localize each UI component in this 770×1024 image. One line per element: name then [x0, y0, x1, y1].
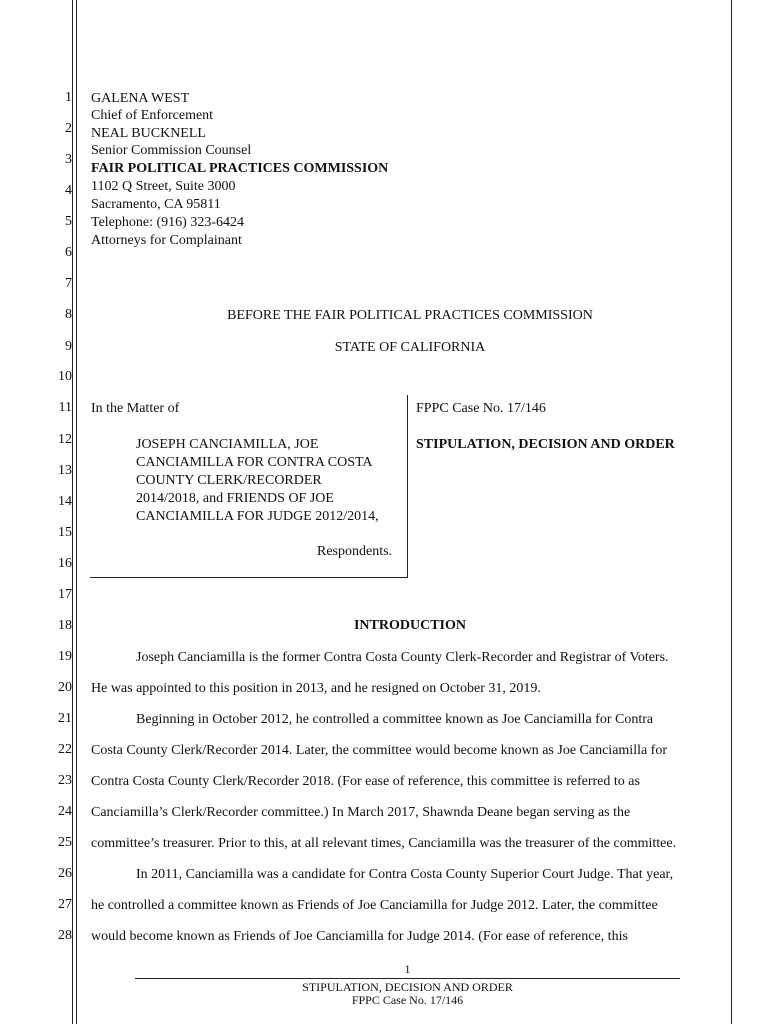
page-number: 1 [404, 962, 411, 976]
case-number: FPPC Case No. 17/146 [416, 401, 546, 416]
line-number: 7 [65, 276, 72, 291]
attorney-role: Attorneys for Complainant [91, 233, 242, 248]
caption-divider [407, 395, 408, 577]
body-line: Beginning in October 2012, he controlled a committee known as Joe Canciamilla for Contra [136, 712, 654, 727]
caption-bottom-rule [90, 577, 408, 578]
body-line: In 2011, Canciamilla was a candidate for Contra Costa County Superior Court Judge. That year, [136, 867, 674, 882]
line-number: 2 [65, 121, 72, 136]
attorney-title: Chief of Enforcement [91, 108, 214, 123]
line-number: 8 [65, 307, 72, 322]
commission-heading: BEFORE THE FAIR POLITICAL PRACTICES COMMISSION [227, 308, 593, 323]
line-number: 6 [65, 245, 72, 260]
attorney-title: Senior Commission Counsel [91, 143, 252, 158]
footer-title: STIPULATION, DECISION AND ORDER [302, 980, 513, 994]
line-number: 9 [65, 339, 72, 354]
line-number: 15 [58, 525, 72, 540]
line-number: 28 [58, 928, 72, 943]
line-number: 17 [58, 587, 72, 602]
line-number: 23 [58, 773, 72, 788]
left-margin-line-1 [72, 0, 73, 1024]
attorney-name: NEAL BUCKNELL [91, 126, 206, 141]
respondent-party-line: 2014/2018, and FRIENDS OF JOE [136, 491, 334, 506]
attorney-name: GALENA WEST [91, 91, 190, 106]
body-line: Joseph Canciamilla is the former Contra Costa County Clerk-Recorder and Registrar of Voters. [136, 650, 669, 665]
line-number: 12 [58, 432, 72, 447]
line-number: 11 [58, 400, 72, 415]
right-margin-line [731, 0, 732, 1024]
line-number: 1 [65, 90, 72, 105]
footer-rule [135, 978, 680, 979]
line-number: 13 [58, 463, 72, 478]
in-the-matter-of: In the Matter of [91, 401, 180, 416]
respondent-party-line: CANCIAMILLA FOR CONTRA COSTA [136, 455, 373, 470]
line-number: 18 [58, 618, 72, 633]
line-number: 27 [58, 897, 72, 912]
address-line: 1102 Q Street, Suite 3000 [91, 179, 236, 194]
line-number: 24 [58, 804, 72, 819]
state-heading: STATE OF CALIFORNIA [334, 340, 486, 355]
line-number: 16 [58, 556, 72, 571]
line-number: 19 [58, 649, 72, 664]
line-number: 26 [58, 866, 72, 881]
footer-case-number: FPPC Case No. 17/146 [351, 993, 464, 1007]
section-heading: INTRODUCTION [353, 618, 466, 633]
body-line: committee’s treasurer. Prior to this, at all relevant times, Canciamilla was the treasurer of the committee. [91, 836, 677, 851]
left-margin-line-2 [76, 0, 77, 1024]
line-number: 25 [58, 835, 72, 850]
line-number: 14 [58, 494, 72, 509]
body-line: would become known as Friends of Joe Canciamilla for Judge 2014. (For ease of reference, this [91, 929, 628, 944]
body-line: Costa County Clerk/Recorder 2014. Later, the committee would become known as Joe Canciamilla for [91, 743, 668, 758]
body-line: He was appointed to this position in 2013, and he resigned on October 31, 2019. [91, 681, 541, 696]
respondent-party-line: JOSEPH CANCIAMILLA, JOE [136, 437, 319, 452]
respondents-label: Respondents. [317, 544, 393, 559]
body-line: Canciamilla’s Clerk/Recorder committee.) In March 2017, Shawnda Deane began serving as the [91, 805, 631, 820]
body-line: he controlled a committee known as Friends of Joe Canciamilla for Judge 2012. Later, the committee [91, 898, 658, 913]
address-line: Sacramento, CA 95811 [91, 197, 221, 212]
line-number: 3 [65, 152, 72, 167]
respondent-party-line: COUNTY CLERK/RECORDER [136, 473, 322, 488]
line-number: 5 [65, 214, 72, 229]
line-number: 10 [58, 369, 72, 384]
line-number: 21 [58, 711, 72, 726]
line-number: 22 [58, 742, 72, 757]
line-number: 20 [58, 680, 72, 695]
line-number: 4 [65, 183, 72, 198]
body-line: Contra Costa County Clerk/Recorder 2018. (For ease of reference, this committee is referred to as [91, 774, 640, 789]
organization-name: FAIR POLITICAL PRACTICES COMMISSION [91, 161, 389, 176]
respondent-party-line: CANCIAMILLA FOR JUDGE 2012/2014, [136, 509, 379, 524]
document-title: STIPULATION, DECISION AND ORDER [416, 437, 675, 452]
telephone: Telephone: (916) 323-6424 [91, 215, 244, 230]
